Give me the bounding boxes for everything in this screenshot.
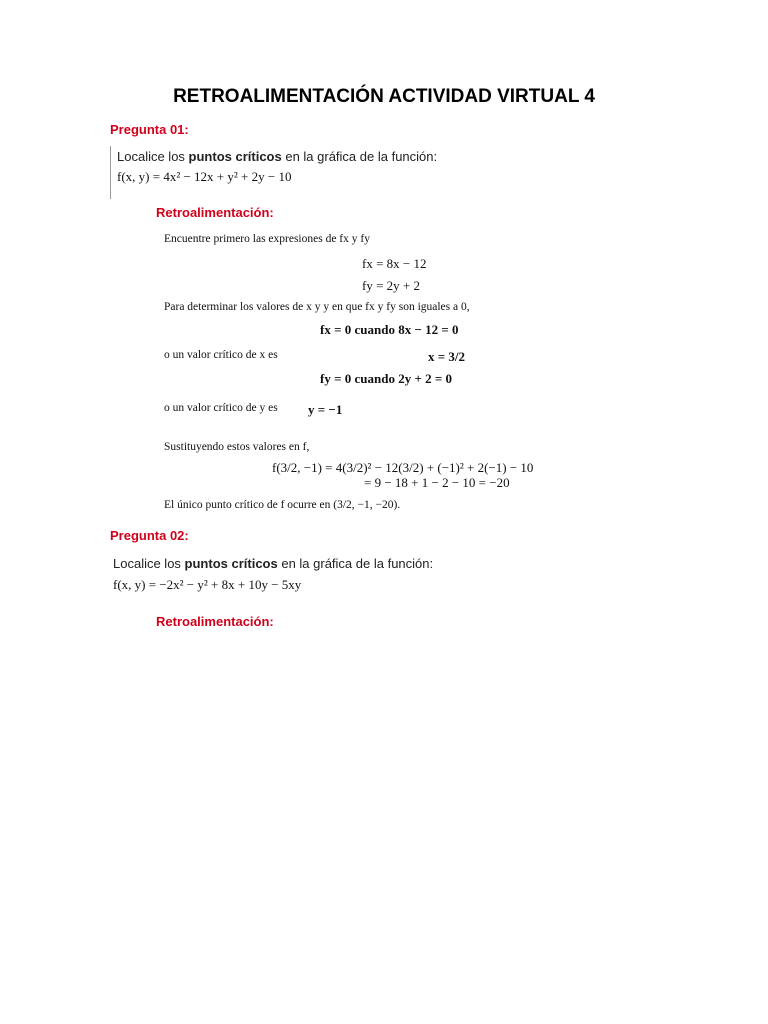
question-1-feedback-label: Retroalimentación: (156, 205, 274, 220)
question-2-prompt (113, 556, 433, 571)
question-2-function: f(x, y) = −2x² − y² + 8x + 10y − 5xy (113, 577, 302, 592)
feedback-conclusion: El único punto crítico de f ocurre en (3/2, −1, −20). (164, 499, 401, 511)
question-1-prompt-pre: Localice los (117, 149, 189, 164)
question-1-prompt-post: en la gráfica de la función: (281, 149, 438, 164)
question-2-label: Pregunta 02: (110, 528, 189, 543)
question-1-prompt (117, 149, 437, 164)
feedback-fy: fy = 2y + 2 (362, 278, 420, 293)
feedback-y-value: y = −1 (308, 402, 343, 417)
feedback-eq-2: fy = 0 cuando 2y + 2 = 0 (320, 371, 453, 386)
page-title: RETROALIMENTACIÓN ACTIVIDAD VIRTUAL 4 (173, 86, 595, 107)
feedback-line-5: Sustituyendo estos valores en f, (164, 441, 310, 453)
feedback-line-2: Para determinar los valores de x y y en que fx y fy son iguales a 0, (164, 301, 470, 313)
question-2-prompt-bold: puntos críticos (184, 556, 278, 571)
question-2-prompt-pre: Localice los (113, 556, 185, 571)
feedback-x-value: x = 3/2 (428, 349, 466, 364)
feedback-fx: fx = 8x − 12 (362, 256, 427, 271)
feedback-line-4: o un valor crítico de y es (164, 402, 278, 414)
question-1-prompt-bold: puntos críticos (188, 149, 282, 164)
feedback-line-1: Encuentre primero las expresiones de fx y fy (164, 233, 370, 245)
question-1-border (110, 146, 111, 199)
feedback-substitution-2: = 9 − 18 + 1 − 2 − 10 = −20 (364, 475, 510, 490)
feedback-eq-1: fx = 0 cuando 8x − 12 = 0 (320, 322, 459, 337)
question-2-prompt-post: en la gráfica de la función: (277, 556, 434, 571)
question-1-function: f(x, y) = 4x² − 12x + y² + 2y − 10 (117, 169, 292, 184)
question-2-feedback-label: Retroalimentación: (156, 614, 274, 629)
question-1-label: Pregunta 01: (110, 122, 189, 137)
feedback-substitution-1: f(3/2, −1) = 4(3/2)² − 12(3/2) + (−1)² + 2(−1) − 10 (272, 460, 534, 475)
feedback-line-3: o un valor crítico de x es (164, 349, 278, 361)
